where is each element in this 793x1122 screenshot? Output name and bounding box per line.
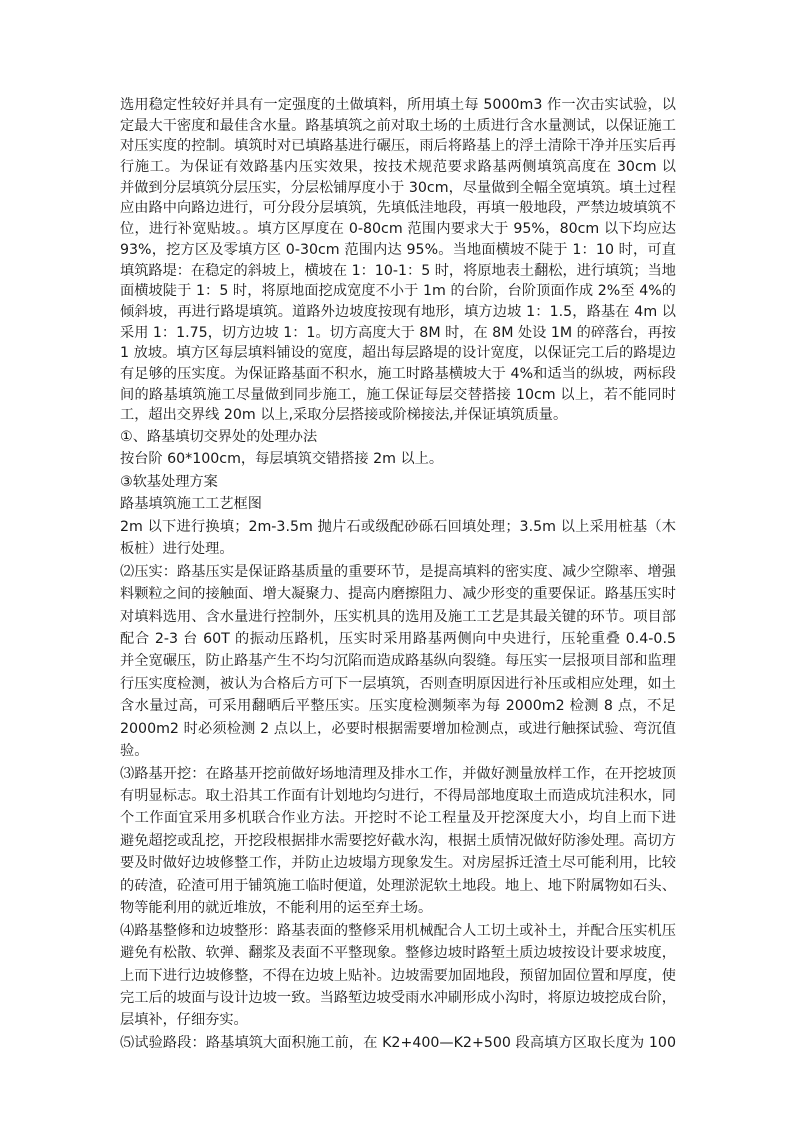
- text-line: 应由路中向路边进行，可分段分层填筑，先填低洼地段，再填一般地段，严禁边坡填筑不: [120, 200, 676, 217]
- text-line: 避免有松散、软弹、翻浆及表面不平整现象。整修边坡时路堑土质边坡按设计要求坡度，: [120, 945, 676, 962]
- text-line: 个工作面宜采用多机联合作业方法。开挖时不论工程量及开挖深度大小，均自上而下进: [120, 810, 676, 827]
- text-line: 完工后的坡面与设计边坡一致。当路堑边坡受雨水冲刷形成小沟时，将原边坡挖成台阶，: [120, 989, 676, 1006]
- text-line: ⑵压实：路基压实是保证路基质量的重要环节，是提高填料的密实度、减少空隙率、增强: [120, 563, 676, 580]
- text-line: 采用 1：1.75，切方边坡 1：1。切方高度大于 8M 时，在 8M 处设 1M 的碎落台，再按: [120, 324, 676, 341]
- document-body: [120, 95, 676, 1054]
- text-line: 层填补，仔细夯实。: [120, 1012, 248, 1029]
- text-line: 面横坡陡于 1：5 时，将原地面挖成宽度不小于 1m 的台阶，台阶顶面作成 2%至 4%的: [120, 283, 676, 300]
- text-line: 1 放坡。填方区每层填料铺设的宽度，超出每层路堤的设计宽度，以保证完工后的路堤边: [120, 345, 676, 362]
- text-line: 含水量过高，可采用翻晒后平整压实。压实度检测频率为每 2000m2 检测 8 点，不足: [120, 698, 676, 715]
- text-line: 填筑路堤：在稳定的斜坡上，横坡在 1：10-1：5 时，将原地表土翻松，进行填筑；当地: [120, 262, 676, 279]
- text-line: 93%，挖方区及零填方区 0-30cm 范围内达 95%。当地面横坡不陡于 1：10 时，可直: [120, 241, 676, 258]
- text-line: 并全宽碾压，防止路基产生不均匀沉陷而造成路基纵向裂缝。每压实一层报项目部和监理: [120, 653, 676, 670]
- text-line: 避免超挖或乱挖，开挖段根据排水需要挖好截水沟，根据土质情况做好防渗处理。高切方: [120, 832, 676, 849]
- text-line: 定最大干密度和最佳含水量。路基填筑之前对取土场的土质进行含水量测试，以保证施工: [120, 117, 676, 134]
- text-line: 间的路基填筑施工尽量做到同步施工，施工保证每层交替搭接 10cm 以上，若不能同时: [120, 386, 676, 403]
- text-line: 选用稳定性较好并具有一定强度的土做填料，所用填土每 5000m3 作一次击实试验，以: [120, 97, 676, 113]
- text-line: 物等能利用的就近堆放，不能利用的运至弃土场。: [120, 900, 433, 917]
- text-line: 配合 2-3 台 60T 的振动压路机，压实时采用路基两侧向中央进行，压轮重叠 0.4-0.5: [120, 630, 676, 647]
- text-line: 行压实度检测，被认为合格后方可下一层填筑，否则查明原因进行补压或相应处理，如土: [120, 675, 676, 692]
- text-line: 对压实度的控制。填筑时对已填路基进行碾压，雨后将路基上的浮土清除干净并压实后再: [120, 138, 676, 155]
- text-line: ①、路基填切交界处的处理办法: [120, 429, 318, 445]
- text-line: 对填料选用、含水量进行控制外，压实机具的选用及施工工艺是其最关键的环节。项目部: [120, 608, 676, 625]
- text-line: 2000m2 时必须检测 2 点以上，必要时根据需要增加检测点，或进行触探试验、弯沉值: [120, 720, 676, 737]
- text-line: 并做到分层填筑分层压实，分层松铺厚度小于 30cm，尽量做到全幅全宽填筑。填土过程: [120, 179, 676, 196]
- text-line: 料颗粒之间的接触面、增大凝聚力、提高内磨擦阻力、减少形变的重要保证。路基压实时: [120, 586, 676, 603]
- text-line: 有足够的压实度。为保证路基面不积水，施工时路基横坡大于 4%和适当的纵坡，两标段: [120, 365, 676, 382]
- text-line: 倾斜坡，再进行路堤填筑。道路外边坡度按现有地形，填方边坡 1：1.5，路基在 4m 以: [120, 303, 676, 320]
- text-line: 的砖渣，砼渣可用于铺筑施工临时便道，处理淤泥软土地段。地上、地下附属物如石头、: [120, 877, 676, 894]
- text-line: 路基填筑施工工艺框图: [120, 496, 262, 513]
- text-line: 上而下进行边坡修整，不得在边坡上贴补。边坡需要加固地段，预留加固位置和厚度，使: [120, 967, 676, 984]
- text-line: 要及时做好边坡修整工作，并防止边坡塌方现象发生。对房屋拆迁渣土尽可能利用，比较: [120, 855, 676, 872]
- text-line: 行施工。为保证有效路基内压实效果，按技术规范要求路基两侧填筑高度在 30cm 以: [120, 159, 676, 176]
- text-line: ⑷路基整修和边坡整形：路基表面的整修采用机械配合人工切土或补土，并配合压实机压: [120, 922, 676, 939]
- text-line: 位，进行补宽贴坡。。填方区厚度在 0-80cm 范围内要求大于 95%，80cm 以下均应达: [120, 221, 676, 238]
- text-line: ⑶路基开挖：在路基开挖前做好场地清理及排水工作，并做好测量放样工作，在开挖坡顶: [120, 765, 676, 782]
- text-line: 2m 以下进行换填；2m-3.5m 抛片石或级配砂砾石回填处理；3.5m 以上采用桩基（木: [120, 518, 676, 535]
- text-line: ③软基处理方案: [120, 473, 218, 490]
- text-line: 板桩）进行处理。: [120, 541, 234, 558]
- text-line: 验。: [120, 743, 149, 760]
- text-line: 按台阶 60*100cm，每层填筑交错搭接 2m 以上。: [120, 451, 444, 468]
- text-line: ⑸试验路段：路基填筑大面积施工前，在 K2+400—K2+500 段高填方区取长度为 100: [120, 1034, 676, 1051]
- text-line: 工，超出交界线 20m 以上,采取分层搭接或阶梯接法,并保证填筑质量。: [120, 407, 568, 424]
- text-line: 有明显标志。取土沿其工作面有计划地均匀进行，不得局部地度取土而造成坑洼积水，同: [120, 788, 676, 804]
